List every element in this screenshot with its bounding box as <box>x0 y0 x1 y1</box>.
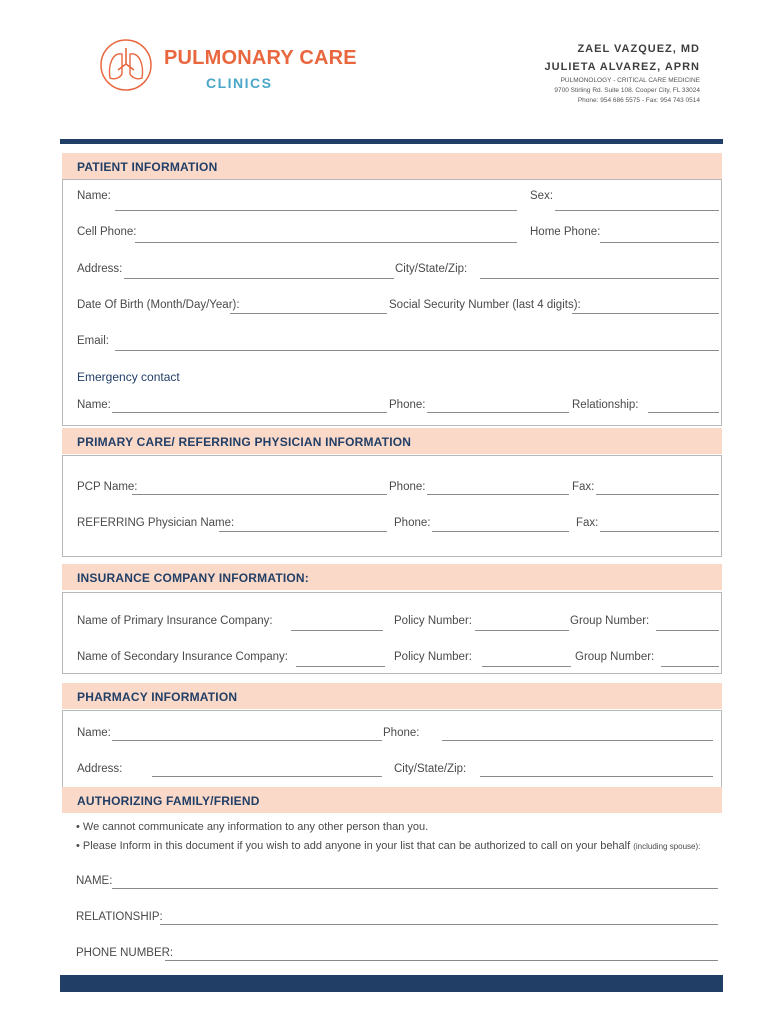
section-header-patient <box>62 153 722 179</box>
address-field[interactable] <box>124 278 394 279</box>
ref-phone-label: Phone: <box>394 517 431 529</box>
cell-phone-field[interactable] <box>135 242 517 243</box>
ssn-field[interactable] <box>572 313 719 314</box>
pharmacy-name-label: Name: <box>77 727 111 739</box>
secondary-policy-label: Policy Number: <box>394 651 472 663</box>
ec-relationship-label: Relationship: <box>572 399 639 411</box>
emergency-contact-heading: Emergency contact <box>77 370 180 384</box>
family-name-field[interactable] <box>112 888 718 889</box>
primary-group-field[interactable] <box>656 630 719 631</box>
clinic-contact: Phone: 954 686 5575 - Fax: 954 743 0514 <box>577 97 700 104</box>
ec-name-label: Name: <box>77 399 111 411</box>
pcp-fax-label: Fax: <box>572 481 595 493</box>
logo-subtitle: CLINICS <box>206 75 273 91</box>
pcp-phone-label: Phone: <box>389 481 426 493</box>
ec-name-field[interactable] <box>112 412 387 413</box>
secondary-insurance-label: Name of Secondary Insurance Company: <box>77 651 288 663</box>
pcp-phone-field[interactable] <box>427 494 569 495</box>
section-title: PHARMACY INFORMATION <box>77 690 238 704</box>
primary-policy-label: Policy Number: <box>394 615 472 627</box>
clinic-logo <box>98 38 357 92</box>
home-phone-label: Home Phone: <box>530 226 601 238</box>
doctor-name-2: JULIETA ALVAREZ, APRN <box>544 61 700 73</box>
section-header-family <box>62 787 722 813</box>
address-label: Address: <box>77 263 123 275</box>
doctor-info <box>545 40 700 106</box>
pcp-name-field[interactable] <box>132 494 387 495</box>
section-header-pharmacy <box>62 683 722 709</box>
pharmacy-phone-field[interactable] <box>442 740 713 741</box>
section-title: PRIMARY CARE/ REFERRING PHYSICIAN INFORMATION <box>77 435 412 449</box>
ref-name-label: REFERRING Physician Name: <box>77 517 235 529</box>
ec-relationship-field[interactable] <box>648 412 719 413</box>
footer-bar <box>60 975 723 992</box>
ec-phone-label: Phone: <box>389 399 426 411</box>
secondary-policy-field[interactable] <box>482 666 571 667</box>
section-header-pcp <box>62 428 722 454</box>
sex-label: Sex: <box>530 190 554 202</box>
ref-fax-label: Fax: <box>576 517 599 529</box>
section-title: INSURANCE COMPANY INFORMATION: <box>77 571 309 585</box>
doctor-name-1: ZAEL VAZQUEZ, MD <box>577 43 700 55</box>
cell-phone-label: Cell Phone: <box>77 226 137 238</box>
logo-title: PULMONARY CARE <box>164 47 357 69</box>
ec-phone-field[interactable] <box>427 412 569 413</box>
pharmacy-city-label: City/State/Zip: <box>394 763 467 775</box>
email-label: Email: <box>77 335 109 347</box>
pharmacy-section <box>62 710 722 788</box>
family-phone-field[interactable] <box>165 960 718 961</box>
city-state-zip-field[interactable] <box>480 278 719 279</box>
dob-label: Date Of Birth (Month/Day/Year): <box>77 299 240 311</box>
clinic-address: 9700 Stirling Rd. Suite 108. Cooper City, FL 33024 <box>554 87 700 94</box>
sex-field[interactable] <box>555 210 719 211</box>
name-label: Name: <box>77 190 111 202</box>
pcp-name-label: PCP Name: <box>77 481 138 493</box>
primary-insurance-label: Name of Primary Insurance Company: <box>77 615 273 627</box>
specialty: PULMONOLOGY - CRITICAL CARE MEDICINE <box>560 77 700 84</box>
section-title: AUTHORIZING FAMILY/FRIEND <box>77 794 260 808</box>
name-field[interactable] <box>115 210 517 211</box>
city-state-zip-label: City/State/Zip: <box>395 263 468 275</box>
family-section <box>62 813 722 973</box>
ssn-label: Social Security Number (last 4 digits): <box>389 299 581 311</box>
family-phone-label: PHONE NUMBER: <box>76 947 174 959</box>
home-phone-field[interactable] <box>600 242 719 243</box>
pharmacy-address-label: Address: <box>77 763 123 775</box>
insurance-section <box>62 592 722 674</box>
pcp-fax-field[interactable] <box>596 494 719 495</box>
patient-section <box>62 179 722 426</box>
family-name-label: NAME: <box>76 875 113 887</box>
ref-fax-field[interactable] <box>600 531 719 532</box>
pharmacy-name-field[interactable] <box>112 740 382 741</box>
section-header-insurance <box>62 564 722 590</box>
ref-name-field[interactable] <box>219 531 387 532</box>
dob-field[interactable] <box>230 313 387 314</box>
secondary-group-field[interactable] <box>661 666 719 667</box>
ref-phone-field[interactable] <box>432 531 569 532</box>
section-title: PATIENT INFORMATION <box>77 160 218 174</box>
notice-bullet-2 <box>76 840 700 852</box>
pharmacy-address-field[interactable] <box>152 776 382 777</box>
pharmacy-phone-label: Phone: <box>383 727 420 739</box>
family-relationship-label: RELATIONSHIP: <box>76 911 163 923</box>
pcp-section <box>62 455 722 557</box>
email-field[interactable] <box>115 350 719 351</box>
secondary-group-label: Group Number: <box>575 651 655 663</box>
lungs-logo-icon <box>98 38 158 92</box>
primary-policy-field[interactable] <box>475 630 569 631</box>
family-relationship-field[interactable] <box>160 924 718 925</box>
notice-bullet-2-note: (including spouse): <box>633 842 701 851</box>
header-divider <box>60 139 723 144</box>
primary-group-label: Group Number: <box>570 615 650 627</box>
pharmacy-city-field[interactable] <box>480 776 713 777</box>
primary-insurance-field[interactable] <box>291 630 383 631</box>
notice-bullet-1: • We cannot communicate any information to any other person than you. <box>76 821 429 833</box>
secondary-insurance-field[interactable] <box>296 666 385 667</box>
notice-bullet-2-text: • Please Inform in this document if you wish to add anyone in your list that can be authorized to call on your behalf <box>76 840 631 852</box>
